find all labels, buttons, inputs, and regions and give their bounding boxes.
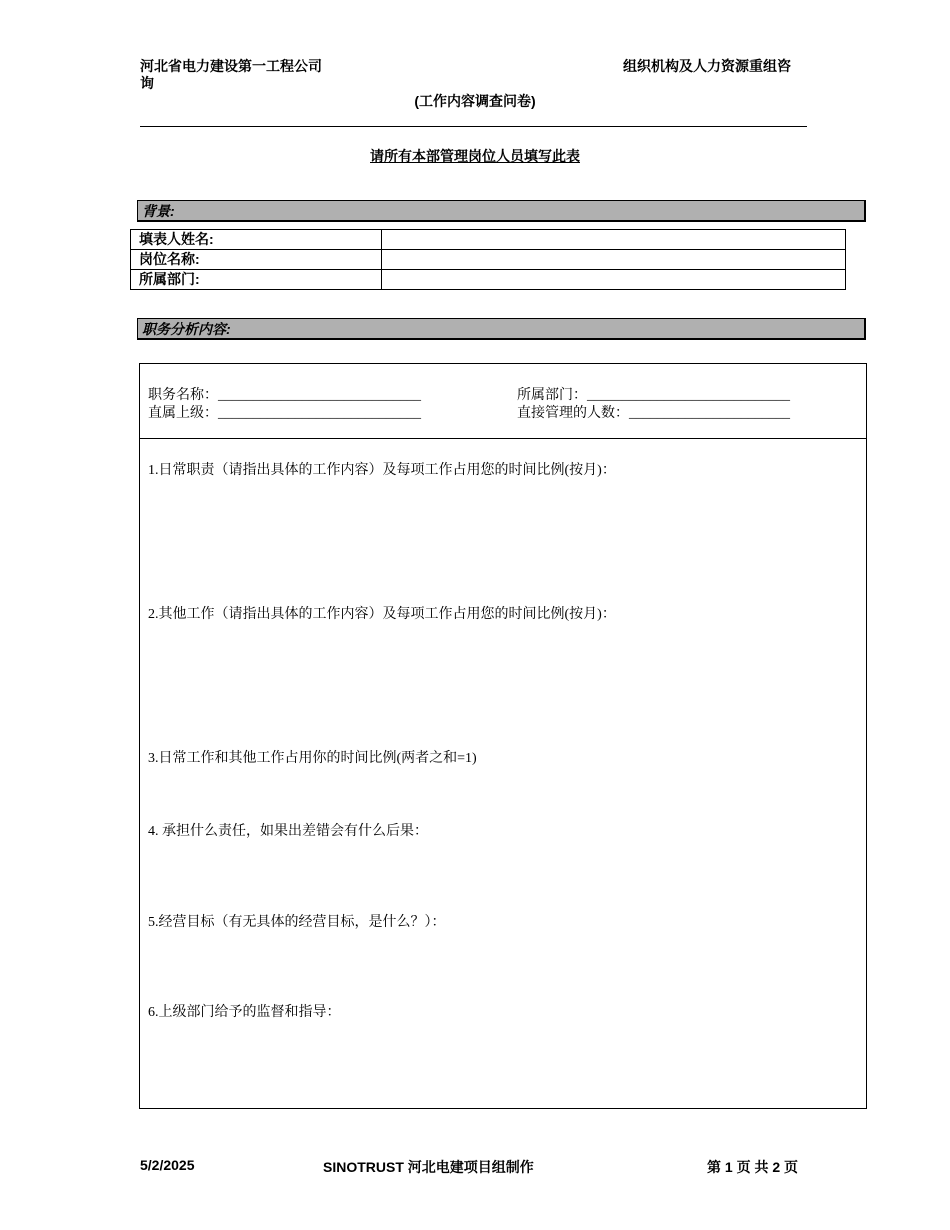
row-label: 岗位名称: [131, 250, 382, 270]
question-6: 6.上级部门给予的监督和指导： [148, 1005, 341, 1020]
document-subtitle: (工作内容调查问卷) [414, 93, 536, 109]
background-section-header: 背景: [137, 200, 866, 222]
row-label: 填表人姓名: [131, 230, 382, 250]
position-name-field[interactable] [382, 250, 846, 270]
analysis-box [139, 363, 867, 1109]
managed-count-field[interactable]: 直接管理的人数：_______________________ [517, 406, 790, 421]
supervisor-field[interactable]: 直属上级：_____________________________ [148, 406, 421, 421]
background-table [130, 229, 846, 290]
header-project-continued: 询 [140, 75, 154, 91]
row-label: 所属部门: [131, 270, 382, 290]
instruction-text: 请所有本部管理岗位人员填写此表 [370, 148, 580, 164]
job-title-field[interactable]: 职务名称：_____________________________ [148, 388, 421, 403]
footer-maker: SINOTRUST 河北电建项目组制作 [323, 1159, 534, 1175]
filler-name-field[interactable] [382, 230, 846, 250]
box-divider [140, 438, 866, 439]
question-1: 1.日常职责（请指出具体的工作内容）及每项工作占用您的时间比例(按月)： [148, 463, 616, 478]
header-divider [140, 126, 807, 127]
question-4: 4. 承担什么责任，如果出差错会有什么后果： [148, 824, 428, 839]
footer-page-number: 第 1 页 共 2 页 [707, 1159, 799, 1175]
footer-date: 5/2/2025 [140, 1157, 195, 1173]
table-row [131, 270, 846, 290]
company-name: 河北省电力建设第一工程公司 [140, 58, 322, 74]
question-2: 2.其他工作（请指出具体的工作内容）及每项工作占用您的时间比例(按月)： [148, 607, 616, 622]
header-project: 组织机构及人力资源重组咨 [623, 58, 791, 74]
department-line-field[interactable]: 所属部门：_____________________________ [517, 388, 790, 403]
analysis-section-header: 职务分析内容: [137, 318, 866, 340]
question-3: 3.日常工作和其他工作占用你的时间比例(两者之和=1) [148, 751, 477, 766]
table-row [131, 250, 846, 270]
question-5: 5.经营目标（有无具体的经营目标，是什么？）： [148, 915, 446, 930]
department-field[interactable] [382, 270, 846, 290]
table-row [131, 230, 846, 250]
